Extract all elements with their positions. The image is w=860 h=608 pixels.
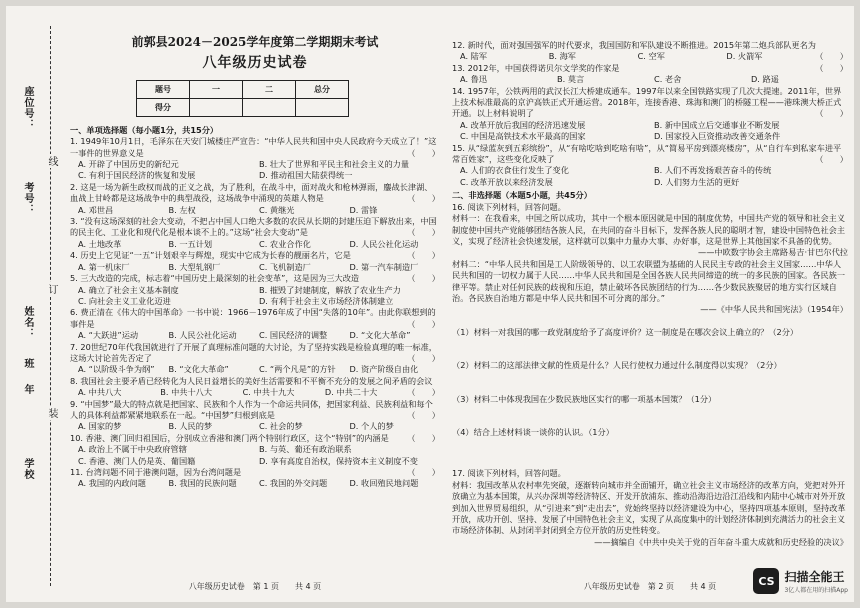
answer-option: D. 收回殖民地问题 bbox=[349, 478, 419, 489]
question-stem-text: 2. 这是一场为新生政权而战的正义之战，为了胜利，在战斗中，面对战火和枪林弹雨，鏖战长津湖、血战上甘岭都是这场战争中的典型战役，这场战争中涌现的英雄人物是 bbox=[70, 181, 433, 204]
answer-option: C. 黄继光 bbox=[259, 204, 295, 215]
sub-question-score: （2分） bbox=[768, 326, 799, 337]
watermark-title: 扫描全能王 bbox=[784, 570, 845, 584]
question-item bbox=[70, 342, 440, 376]
sub-question-text: （2）材料二的这部法律文献的性质是什么？人民行使权力通过什么制度得以实现？ bbox=[452, 360, 752, 371]
question-stem bbox=[452, 63, 848, 74]
scanner-watermark bbox=[753, 568, 848, 594]
option-list bbox=[78, 330, 440, 341]
answer-option: B. 人民的梦 bbox=[168, 421, 213, 432]
option-list bbox=[78, 262, 440, 273]
option-list bbox=[78, 285, 440, 308]
seat-number-label: 座位号： bbox=[22, 86, 33, 130]
answer-option: D. 国家投入巨资推动改善交通条件 bbox=[654, 131, 781, 142]
question-stem bbox=[70, 136, 440, 159]
answer-parenthesis[interactable]: （ ） bbox=[407, 352, 440, 363]
material-text: 材料二：“中华人民共和国是工人阶级领导的、以工农联盟为基础的人民民主专政的社会主义国家……中华人民共和国的一切权力属于人民……中华人民共和国是全国各族人民共同缔造的统一的多民族的国家。各民族一律平等。禁止对任何民族的歧视和压迫，禁止破坏各民族团结的行为……各少数民族聚居的地方实行区域自治。各民族自治地方都是中华人民共和国不可分离的部分。” bbox=[452, 258, 846, 303]
answer-option: A. 土地改革 bbox=[78, 238, 122, 249]
question-item bbox=[70, 433, 440, 467]
page-footer: 八年级历史试卷 第 2 页 共 4 页 bbox=[583, 581, 717, 591]
exam-number-label: 考号： bbox=[22, 182, 33, 215]
material-text: 材料一：在我看来，中国之所以成功，其中一个根本原因就是中国的制度优势，中国共产党的领导和社会主义制度使中国共产党能够团结各族人民，在共同的奋斗目标下，发挥各族人民的聪明才智，建设中国特色社会主义，实现了经济社会快速发展，这样就可以集中力量办大事、办好事，这是世界上其他国家不具备的优势。 bbox=[452, 213, 846, 246]
question-stem-text: 10. 香港、澳门回归祖国后，分别成立香港和澳门两个特别行政区，这个“特别”的内涵是 bbox=[70, 432, 389, 443]
sub-question-text: （3）材料二中体现我国在少数民族地区实行的哪一项基本国策？ bbox=[452, 393, 687, 404]
question-stem bbox=[70, 467, 440, 478]
binding-mark-bind: 订 bbox=[46, 284, 57, 294]
answer-option: B. 一五计划 bbox=[168, 238, 213, 249]
binding-mark-install: 装 bbox=[46, 408, 57, 418]
answer-option: C. 香港、澳门人仍是英、葡国籍 bbox=[78, 455, 196, 466]
question-stem-text: 4. 历史上它见证“一五”计划艰辛与辉煌，现实中它成为长春的靓丽名片，它是 bbox=[70, 250, 351, 261]
answer-option: D. 第一汽车制造厂 bbox=[349, 261, 419, 272]
sub-question bbox=[452, 427, 848, 438]
material-source: ——摘编自《中共中央关于党的百年奋斗重大成就和历史经验的决议》 bbox=[594, 536, 848, 547]
sub-question-score: （1分） bbox=[588, 426, 614, 437]
question-stem bbox=[70, 216, 440, 239]
scanner-logo-icon: CS bbox=[753, 568, 779, 594]
grade-label: 年 bbox=[22, 384, 33, 395]
sub-question bbox=[452, 327, 848, 338]
question-item bbox=[452, 63, 848, 86]
section-heading: 二、非选择题（本题5小题，共45分） bbox=[452, 190, 592, 201]
question-item bbox=[70, 399, 440, 433]
sub-question bbox=[452, 394, 848, 405]
material-source: ——中欧数字协会主席路易吉·甘巴尔代拉 bbox=[698, 247, 848, 258]
option-list bbox=[78, 444, 440, 467]
answer-option: C. 国民经济的调整 bbox=[259, 330, 328, 341]
question-item bbox=[70, 467, 440, 490]
question-stem-text: 15. 从“绿蓝灰到五彩缤纷”，从“有啥吃啥到吃啥有啥”，从“简易平房到漂亮楼房”，从“自行车到私家车进平常百姓家”，这些变化反映了 bbox=[452, 142, 842, 165]
answer-option: D. 推动祖国大陆获得统一 bbox=[259, 170, 353, 181]
name-label: 姓名： bbox=[22, 306, 33, 339]
option-list bbox=[78, 387, 407, 398]
answer-option: D. 享有高度自治权，保持资本主义制度不变 bbox=[259, 455, 418, 466]
question-item bbox=[70, 182, 440, 216]
question-stem-text: 3. “没有这场深刻的社会大变动，不把占中国人口绝大多数的农民从长期的封建压迫下解放出来，中国的民主化、工业化和现代化是根本谈不上的。”这场“社会大变动”是 bbox=[70, 216, 437, 238]
option-list bbox=[78, 239, 440, 250]
answer-option: B. 与英、葡还有政治联系 bbox=[259, 444, 352, 455]
question-item bbox=[70, 376, 440, 399]
question-item bbox=[70, 273, 440, 307]
answer-option: B. 我国的民族问题 bbox=[168, 478, 237, 489]
option-list bbox=[78, 159, 440, 182]
option-list bbox=[460, 165, 848, 188]
score-header-cell: 二 bbox=[243, 80, 296, 98]
exam-sheet bbox=[6, 6, 854, 602]
answer-parenthesis[interactable]: （ ） bbox=[407, 193, 440, 204]
exam-title: 前郭县2024－2025学年度第二学期期末考试 bbox=[131, 35, 379, 49]
option-list bbox=[78, 478, 440, 489]
question-item bbox=[452, 86, 848, 143]
material-source: ——《中华人民共和国宪法》（1954年） bbox=[700, 304, 848, 315]
answer-option: C. “两个凡是”的方针 bbox=[259, 364, 336, 375]
answer-option: C. 飞机制造厂 bbox=[259, 261, 311, 272]
answer-parenthesis[interactable]: （ ） bbox=[407, 250, 440, 261]
option-list bbox=[78, 364, 440, 375]
answer-option: B. 中共十八大 bbox=[160, 387, 213, 398]
answer-option: A. 邓世昌 bbox=[78, 204, 114, 215]
answer-option: D. 路遥 bbox=[751, 74, 779, 85]
answer-option: A. 第一机床厂 bbox=[78, 261, 130, 272]
answer-option: B. 莫言 bbox=[557, 74, 585, 85]
question-list bbox=[452, 40, 848, 188]
answer-option: A. 政治上不属于中央政府管辖 bbox=[78, 444, 187, 455]
question-item bbox=[70, 307, 440, 341]
answer-option: B. 左权 bbox=[168, 204, 196, 215]
question-stem-text: 14. 1957年，公铁两用的武汉长江大桥建成通车。1997年以来全国铁路实现了几次大提速。2011年，世界上技术标准最高的京沪高铁正式开通运营。2018年，连接香港、珠海和澳门的桥隧工程——港珠澳大桥正式开通。以上材料说明了 bbox=[452, 85, 842, 119]
section-heading: 一、单项选择题（每小题1分，共15分） bbox=[70, 124, 219, 135]
material-text: 材料：我国改革从农村率先突破，逐渐转向城市并全面铺开，确立社会主义市场经济的改革方向，党把对外开放确立为基本国策，从兴办深圳等经济特区、开发开放浦东、推动沿海沿边沿江沿线和内陆中心城市对外开放到加入世界贸易组织，从“引进来”到“走出去”，党始终坚持以经济建设为中心，坚持四项基本原则，坚持改革开放，成功开创、坚持、发展了中国特色社会主义，实现了从高度集中的计划经济体制到充满活力的社会主义市场经济体制、从封闭半封闭到全方位开放的历史性转变。 bbox=[452, 479, 846, 536]
question-stem-text: 11. 台湾问题不同于港澳问题，因为台湾问题是 bbox=[70, 467, 242, 477]
question-item bbox=[70, 216, 440, 250]
question-stem-text: 5. 三大改造的完成，标志着“中国历史上最深刻的社会变革”，这是因为三大改造 bbox=[70, 273, 360, 284]
answer-option: A. 国家的梦 bbox=[78, 421, 122, 432]
watermark-subtitle: 3亿人都在用的扫描App bbox=[784, 587, 848, 594]
question-stem bbox=[70, 342, 440, 365]
answer-option: B. 新中国成立后交通事业不断发展 bbox=[654, 119, 780, 130]
answer-option: B. 摧毁了封建制度，解放了农业生产力 bbox=[259, 284, 401, 295]
answer-option: A. 陆军 bbox=[460, 51, 488, 62]
question-stem-text: 1. 1949年10月1日，毛泽东在天安门城楼庄严宣告：“中华人民共和国中央人民政府今天成立了！”这一事件的世界意义是 bbox=[70, 136, 437, 158]
answer-parenthesis[interactable]: （ ） bbox=[407, 467, 440, 477]
score-cell[interactable] bbox=[190, 98, 243, 116]
answer-option: B. “文化大革命” bbox=[168, 364, 229, 375]
question-stem bbox=[452, 86, 848, 120]
answer-option: C. 空军 bbox=[637, 51, 665, 62]
answer-parenthesis[interactable]: （ ） bbox=[407, 147, 440, 158]
question-item bbox=[70, 136, 440, 182]
question-stem bbox=[70, 182, 440, 205]
answer-option: D. 人民公社化运动 bbox=[349, 238, 419, 249]
answer-option: A. 人们的衣食住行发生了变化 bbox=[460, 165, 569, 176]
answer-parenthesis[interactable]: （ ） bbox=[407, 227, 440, 238]
answer-option: B. 人们不再发扬艰苦奋斗的传统 bbox=[654, 165, 772, 176]
answer-option: B. 人民公社化运动 bbox=[168, 330, 237, 341]
answer-option: A. 我国的内政问题 bbox=[78, 478, 146, 489]
answer-parenthesis[interactable]: （ ） bbox=[407, 387, 440, 398]
score-cell[interactable] bbox=[243, 98, 296, 116]
answer-option: C. 老舍 bbox=[654, 74, 682, 85]
answer-option: C. 农业合作化 bbox=[259, 238, 311, 249]
question-stem-text: 6. 费正清在《伟大的中国革命》一书中说：1966－1976年成了中国“失落的10年”。由此你联想到的事件是 bbox=[70, 307, 436, 329]
sub-question-score: （2分） bbox=[751, 360, 782, 371]
answer-option: C. 有利于国民经济的恢复和发展 bbox=[78, 170, 196, 181]
answer-option: D. 资产阶级自由化 bbox=[349, 364, 419, 375]
option-list bbox=[78, 205, 440, 216]
answer-option: D. 个人的梦 bbox=[349, 421, 394, 432]
sub-question-score: （1分） bbox=[686, 393, 717, 404]
answer-option: A. “大跃进”运动 bbox=[78, 330, 139, 341]
sub-question bbox=[452, 360, 848, 371]
question-stem: 16. 阅读下列材料，回答问题。 bbox=[452, 201, 566, 212]
page-2 bbox=[452, 6, 848, 602]
option-list bbox=[460, 120, 848, 143]
answer-parenthesis[interactable]: （ ） bbox=[815, 108, 848, 119]
sub-question-text: （1）材料一对我国的哪一政党制度给予了高度评价？这一制度是在哪次会议上确立的？ bbox=[452, 326, 769, 337]
score-header-cell: 总分 bbox=[296, 80, 349, 98]
answer-parenthesis[interactable]: （ ） bbox=[407, 432, 440, 443]
answer-option: A. 改革开放后我国的经济迅速发展 bbox=[460, 119, 586, 130]
question-stem bbox=[70, 273, 440, 284]
answer-option: C. 中共十九大 bbox=[242, 387, 295, 398]
option-list bbox=[78, 421, 440, 432]
answer-option: C. 改革开放以来经济发展 bbox=[460, 176, 553, 187]
answer-option: A. 鲁迅 bbox=[460, 74, 488, 85]
answer-parenthesis[interactable]: （ ） bbox=[407, 273, 440, 284]
answer-parenthesis[interactable]: （ ） bbox=[407, 318, 440, 329]
question-stem bbox=[70, 433, 440, 444]
question-stem-text: 12. 新时代，面对强国强军的时代要求，我国国防和军队建设不断推进。2015年第二炮兵部队更名为 bbox=[452, 40, 816, 50]
question-stem-text: 7. 20世纪70年代我国就进行了开展了真理标准问题的大讨论，为了坚持实践是检验真理的唯一标准，这场大讨论首先否定了 bbox=[70, 341, 437, 363]
answer-option: A. 开辟了中国历史的新纪元 bbox=[78, 159, 179, 170]
answer-option: D. 人们努力生活的更好 bbox=[654, 176, 740, 187]
question-stem bbox=[452, 143, 848, 166]
question-item bbox=[70, 250, 440, 273]
question-stem bbox=[70, 307, 440, 330]
answer-option: C. 我国的外交问题 bbox=[259, 478, 328, 489]
question-stem-text: 8. 我国社会主要矛盾已经转化为人民日益增长的美好生活需要和不平衡不充分的发展之间矛盾的会议 bbox=[70, 375, 433, 386]
question-stem: 17. 阅读下列材料，回答问题。 bbox=[452, 468, 566, 479]
question-stem-text: 13. 2012年，中国获得诺贝尔文学奖的作家是 bbox=[452, 62, 620, 73]
question-item bbox=[452, 143, 848, 189]
score-header-cell: 一 bbox=[190, 80, 243, 98]
answer-parenthesis[interactable]: （ ） bbox=[407, 409, 440, 420]
score-header-cell: 题号 bbox=[137, 80, 190, 98]
score-row-label: 得分 bbox=[137, 98, 190, 116]
answer-option: B. 大型轧钢厂 bbox=[168, 261, 221, 272]
class-label: 班 bbox=[22, 358, 33, 369]
question-item bbox=[452, 40, 848, 63]
answer-option: C. 社会的梦 bbox=[259, 421, 303, 432]
page-1 bbox=[70, 6, 440, 602]
exam-subtitle: 八年级历史试卷 bbox=[202, 55, 308, 72]
score-table bbox=[136, 80, 349, 117]
question-list bbox=[70, 136, 440, 490]
sub-question-text: （4）结合上述材料谈一谈你的认识。 bbox=[452, 426, 589, 437]
option-list bbox=[460, 51, 815, 62]
answer-option: C. 向社会主义工业化迈进 bbox=[78, 295, 171, 306]
answer-option: D. 中共二十大 bbox=[324, 387, 378, 398]
answer-option: A. 确立了社会主义基本制度 bbox=[78, 284, 179, 295]
binding-mark-line: 线 bbox=[46, 156, 57, 166]
answer-option: C. 中国是高铁技术水平最高的国家 bbox=[460, 131, 586, 142]
question-stem bbox=[70, 399, 440, 422]
answer-option: A. “以阶级斗争为纲” bbox=[78, 364, 155, 375]
question-stem bbox=[70, 250, 440, 261]
school-label: 学校 bbox=[22, 458, 33, 480]
answer-parenthesis[interactable]: （ ） bbox=[815, 154, 848, 165]
answer-option: D. 火箭军 bbox=[726, 51, 763, 62]
answer-option: D. 雷锋 bbox=[349, 204, 378, 215]
answer-option: B. 海军 bbox=[548, 51, 576, 62]
option-list bbox=[460, 74, 848, 85]
answer-option: D. 有利于社会主义市场经济体制建立 bbox=[259, 295, 394, 306]
question-stem-text: 9. “中国梦”最大的特点就是把国家、民族和个人作为一个命运共同体，把国家利益、民族利益和每个人的具体利益都紧紧地联系在一起。“中国梦”归根到底是 bbox=[70, 398, 433, 420]
binding-dash-line bbox=[50, 26, 51, 586]
answer-parenthesis[interactable]: （ ） bbox=[815, 62, 848, 73]
page-footer: 八年级历史试卷 第 1 页 共 4 页 bbox=[188, 581, 322, 591]
answer-parenthesis[interactable]: （ ） bbox=[815, 51, 848, 62]
answer-option: A. 中共八大 bbox=[78, 387, 122, 398]
answer-option: B. 壮大了世界和平民主和社会主义的力量 bbox=[259, 159, 410, 170]
score-cell[interactable] bbox=[296, 98, 349, 116]
answer-option: D. “文化大革命” bbox=[349, 330, 411, 341]
binding-strip bbox=[6, 6, 68, 602]
